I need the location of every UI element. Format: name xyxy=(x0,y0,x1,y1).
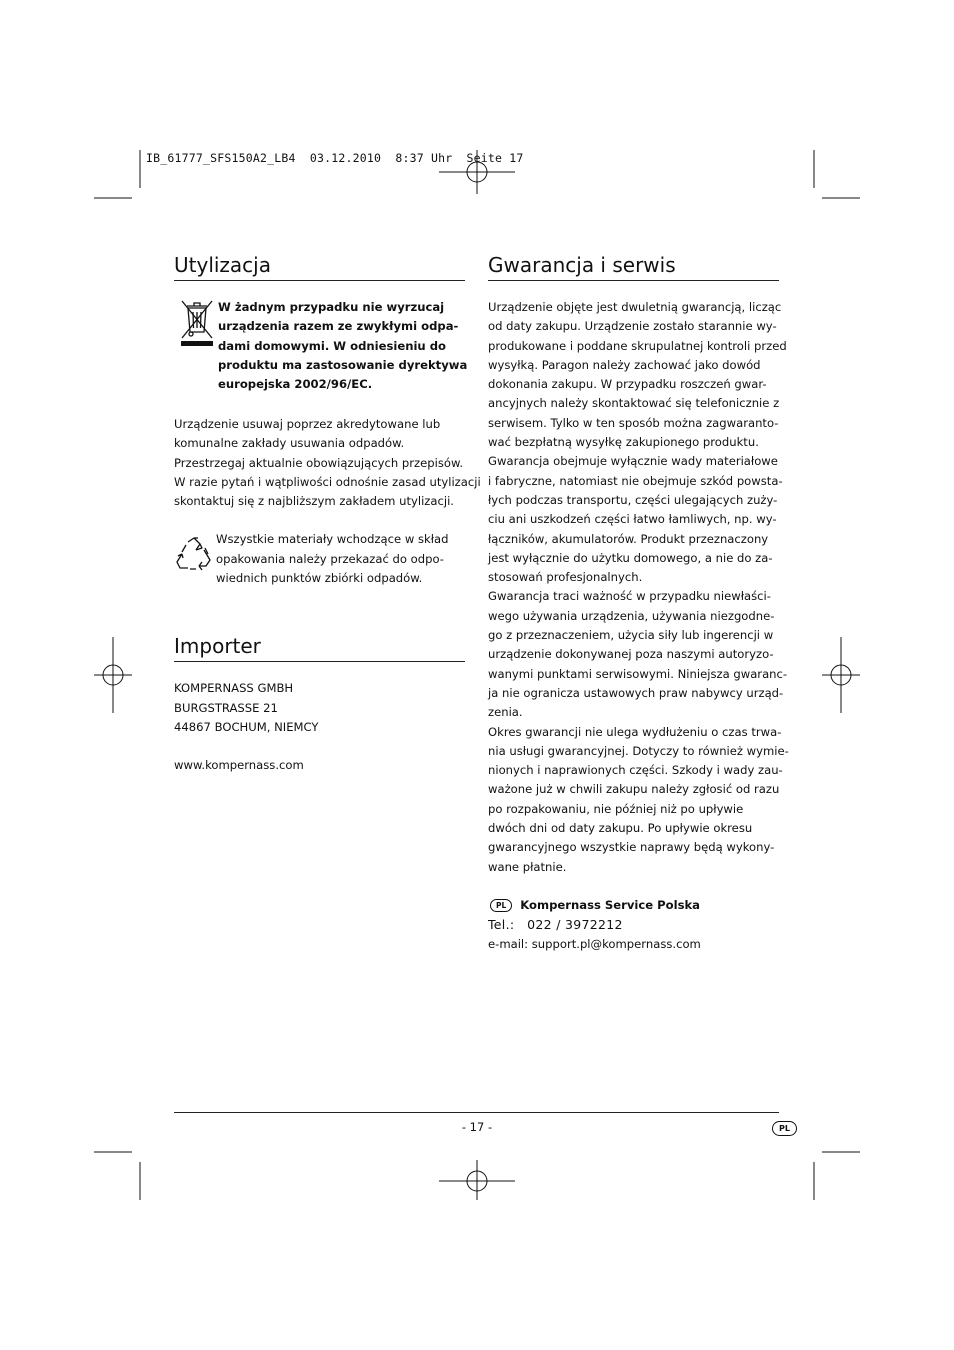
text-line: Okres gwarancji nie ulega wydłużeniu o czas trwa- xyxy=(488,724,782,739)
service-name: Kompernass Service Polska xyxy=(520,897,701,912)
text-line: po rozpakowaniu, nie później niż po upływie xyxy=(488,801,744,816)
text-line: produkowane i poddane skrupulatnej kontroli przed xyxy=(488,338,787,353)
text-line: europejska 2002/96/EC. xyxy=(218,377,373,392)
recycling-arrows-icon xyxy=(174,536,214,576)
text-line: Urządzenie objęte jest dwuletnią gwarancją, licząc xyxy=(488,300,782,314)
text-line: produktu ma zastosowanie dyrektywa xyxy=(218,357,468,372)
crossed-out-wheelie-bin-icon xyxy=(180,298,214,346)
text-line: W razie pytań i wątpliwości odnośnie zasad utylizacji xyxy=(174,474,481,489)
text-line: stosowań profesjonalnych. xyxy=(488,570,643,585)
text-line: dokonania zakupu. W przypadku roszczeń gwar- xyxy=(488,377,767,392)
text-line: ancyjnych należy skontaktować się telefonicznie z xyxy=(488,396,780,411)
left-column xyxy=(174,253,481,776)
text-line: od daty zakupu. Urządzenie zostało starannie wy- xyxy=(488,319,777,334)
text-line: wiednich punktów zbiórki odpadów. xyxy=(216,571,423,586)
country-badge: PL xyxy=(490,899,512,912)
text-line: opakowania należy przekazać do odpo- xyxy=(216,551,444,566)
text-line: serwisem. Tylko w ten sposób można zagwaranto- xyxy=(488,415,779,430)
text-line: wane płatnie. xyxy=(488,859,567,874)
text-line: nia usługi gwarancyjnej. Dotyczy to również wymie- xyxy=(488,743,789,758)
page-number: - 17 - xyxy=(461,1120,493,1134)
text-line: Gwarancja obejmuje wyłącznie wady materiałowe xyxy=(488,454,778,469)
text-line: wego używania urządzenia, używania niezgodne- xyxy=(488,608,775,623)
service-name-line xyxy=(488,896,779,915)
service-email[interactable]: e-mail: support.pl@kompernass.com xyxy=(488,936,701,951)
text-line: go z przeznaczeniem, użycia siły lub ingerencji w xyxy=(488,628,774,643)
warranty-paragraph xyxy=(488,298,789,877)
text-line: KOMPERNASS GMBH xyxy=(174,681,294,696)
footer-divider xyxy=(174,1112,779,1113)
text-line: gwarancyjnego wszystkie naprawy będą wykony- xyxy=(488,840,775,855)
disposal-paragraph xyxy=(174,415,481,511)
website-text[interactable]: www.kompernass.com xyxy=(174,758,304,773)
text-line: wysyłką. Paragon należy zachować jako dowód xyxy=(488,357,761,372)
warranty-heading: Gwarancja i serwis xyxy=(488,253,779,281)
weee-warning-text xyxy=(218,298,467,394)
service-contact xyxy=(488,896,779,954)
text-line: jest wyłącznie do użytku domowego, a nie do za- xyxy=(488,550,773,565)
text-line: nionych i naprawionych części. Szkody i wady zau- xyxy=(488,763,783,778)
utylizacja-heading: Utylizacja xyxy=(174,253,465,281)
text-line: skontaktuj się z najbliższym zakładem utylizacji. xyxy=(174,494,454,509)
print-slug: IB_61777_SFS150A2_LB4 03.12.2010 8:37 Uhr Seite 17 xyxy=(146,151,524,165)
text-line: ja nie ogranicza ustawowych praw nabywcy urząd- xyxy=(488,685,784,700)
text-line: urządzenia razem ze zwykłymi odpa- xyxy=(218,319,459,334)
text-line: Wszystkie materiały wchodzące w skład xyxy=(216,532,449,547)
text-line: dwóch dni od daty zakupu. Po upływie okresu xyxy=(488,821,753,836)
text-line: W żadnym przypadku nie wyrzucaj xyxy=(218,300,445,314)
text-line: wać bezpłatną wysyłkę zakupionego produktu. xyxy=(488,435,759,450)
service-phone: Tel.: 022 / 3972212 xyxy=(488,917,623,933)
text-line: łych podczas transportu, części ulegających zuży- xyxy=(488,492,778,507)
right-column xyxy=(488,253,789,954)
website-link[interactable] xyxy=(174,756,465,775)
text-line: Urządzenie usuwaj poprzez akredytowane lub xyxy=(174,417,441,431)
weee-warning xyxy=(174,298,468,394)
recycling-text xyxy=(216,530,449,588)
text-line: wanymi punktami serwisowymi. Niniejsza gwaranc- xyxy=(488,666,788,681)
text-line: komunalne zakłady usuwania odpadów. xyxy=(174,436,405,451)
text-line: i fabryczne, natomiast nie obejmuje szkód powsta- xyxy=(488,473,783,488)
importer-address xyxy=(174,679,465,737)
text-line: dami domowymi. W odniesieniu do xyxy=(218,338,446,353)
text-line: Gwarancja traci ważność w przypadku niewłaści- xyxy=(488,589,771,604)
importer-heading: Importer xyxy=(174,634,465,662)
text-line: łączników, akumulatorów. Produkt przeznaczony xyxy=(488,531,769,546)
text-line: BURGSTRASSE 21 xyxy=(174,700,278,715)
text-line: urządzenie dokonywanej poza naszymi autoryzo- xyxy=(488,647,774,662)
text-line: ciu ani uszkodzeń części łatwo łamliwych, np. wy- xyxy=(488,512,777,527)
language-badge: PL xyxy=(772,1121,797,1136)
text-line: Przestrzegaj aktualnie obowiązujących przepisów. xyxy=(174,455,464,470)
text-line: ważone już w chwili zakupu należy zgłosić od razu xyxy=(488,782,780,797)
text-line: 44867 BOCHUM, NIEMCY xyxy=(174,720,319,735)
text-line: zenia. xyxy=(488,705,523,720)
packaging-recycling-note xyxy=(174,530,465,590)
